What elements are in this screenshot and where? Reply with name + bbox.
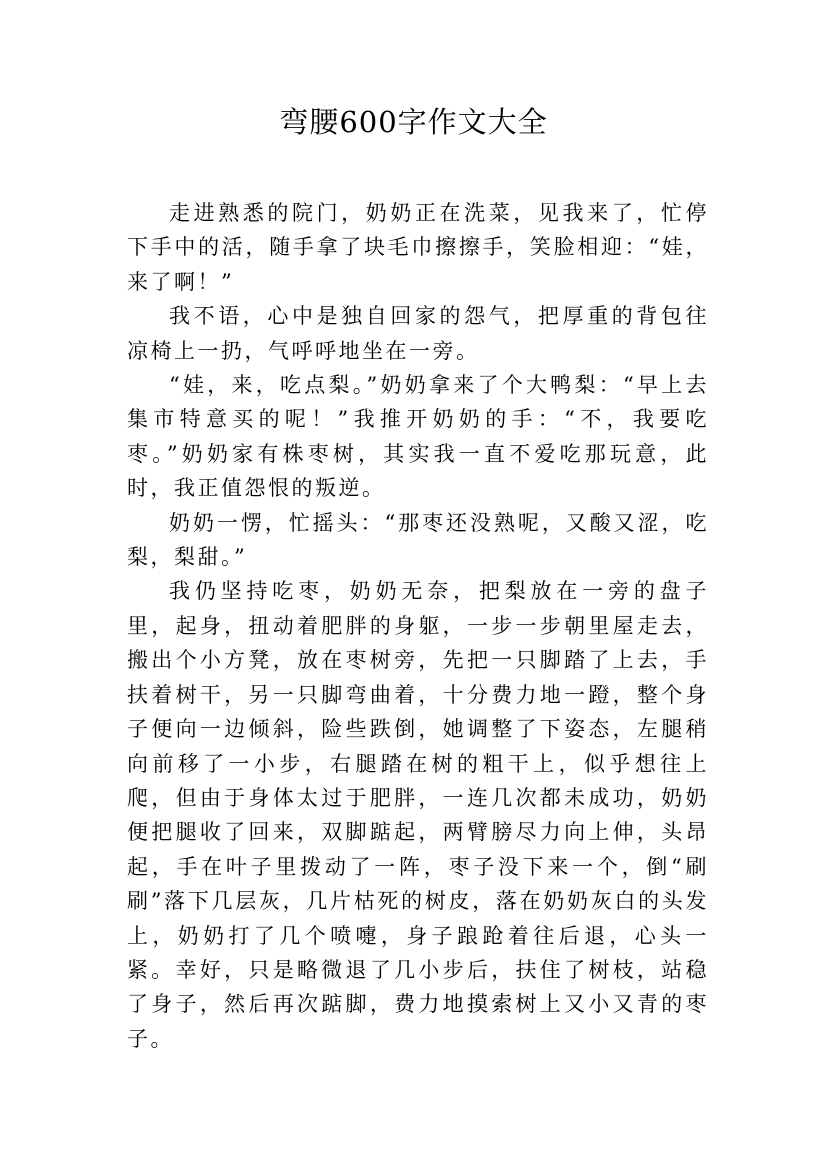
paragraph-1: 走进熟悉的院门，奶奶正在洗菜，见我来了，忙停下手中的活，随手拿了块毛巾擦擦手，笑脸相迎：“娃，来了啊！” [127, 201, 709, 294]
paragraph-3: “娃，来，吃点梨。”奶奶拿来了个大鸭梨：“早上去集市特意买的呢！”我推开奶奶的手：“不，我要吃枣。”奶奶家有株枣树，其实我一直不爱吃那玩意，此时，我正值怨恨的叛逆。 [127, 373, 709, 501]
document-title: 弯腰600字作文大全 [279, 105, 548, 139]
paragraph-2: 我不语，心中是独自回家的怨气，把厚重的背包往凉椅上一扔，气呼呼地坐在一旁。 [127, 304, 709, 363]
document-body [127, 196, 709, 1056]
paragraph-4: 奶奶一愣，忙摇头：“那枣还没熟呢，又酸又涩，吃梨，梨甜。” [127, 510, 709, 570]
paragraph-5: 我仍坚持吃枣，奶奶无奈，把梨放在一旁的盘子里，起身，扭动着肥胖的身躯，一步一步朝里屋走去，搬出个小方凳，放在枣树旁，先把一只脚踏了上去，手扶着树干，另一只脚弯曲着，十分费力地一蹬，整个身子便向一边倾斜，险些跌倒，她调整了下姿态，左腿稍向前移了一小步，右腿踏在树的粗干上，似乎想往上爬，但由于身体太过于肥胖，一连几次都未成功，奶奶便把腿收了回来，双脚踮起，两臂膀尽力向上伸，头昂起，手在叶子里拨动了一阵，枣子没下来一个，倒“刷刷”落下几层灰，几片枯死的树皮，落在奶奶灰白的头发上，奶奶打了几个喷嚏，身子踉跄着往后退，心头一紧。幸好，只是略微退了几小步后，扶住了树枝，站稳了身子，然后再次踮脚，费力地摸索树上又小又青的枣子。 [127, 579, 709, 1051]
